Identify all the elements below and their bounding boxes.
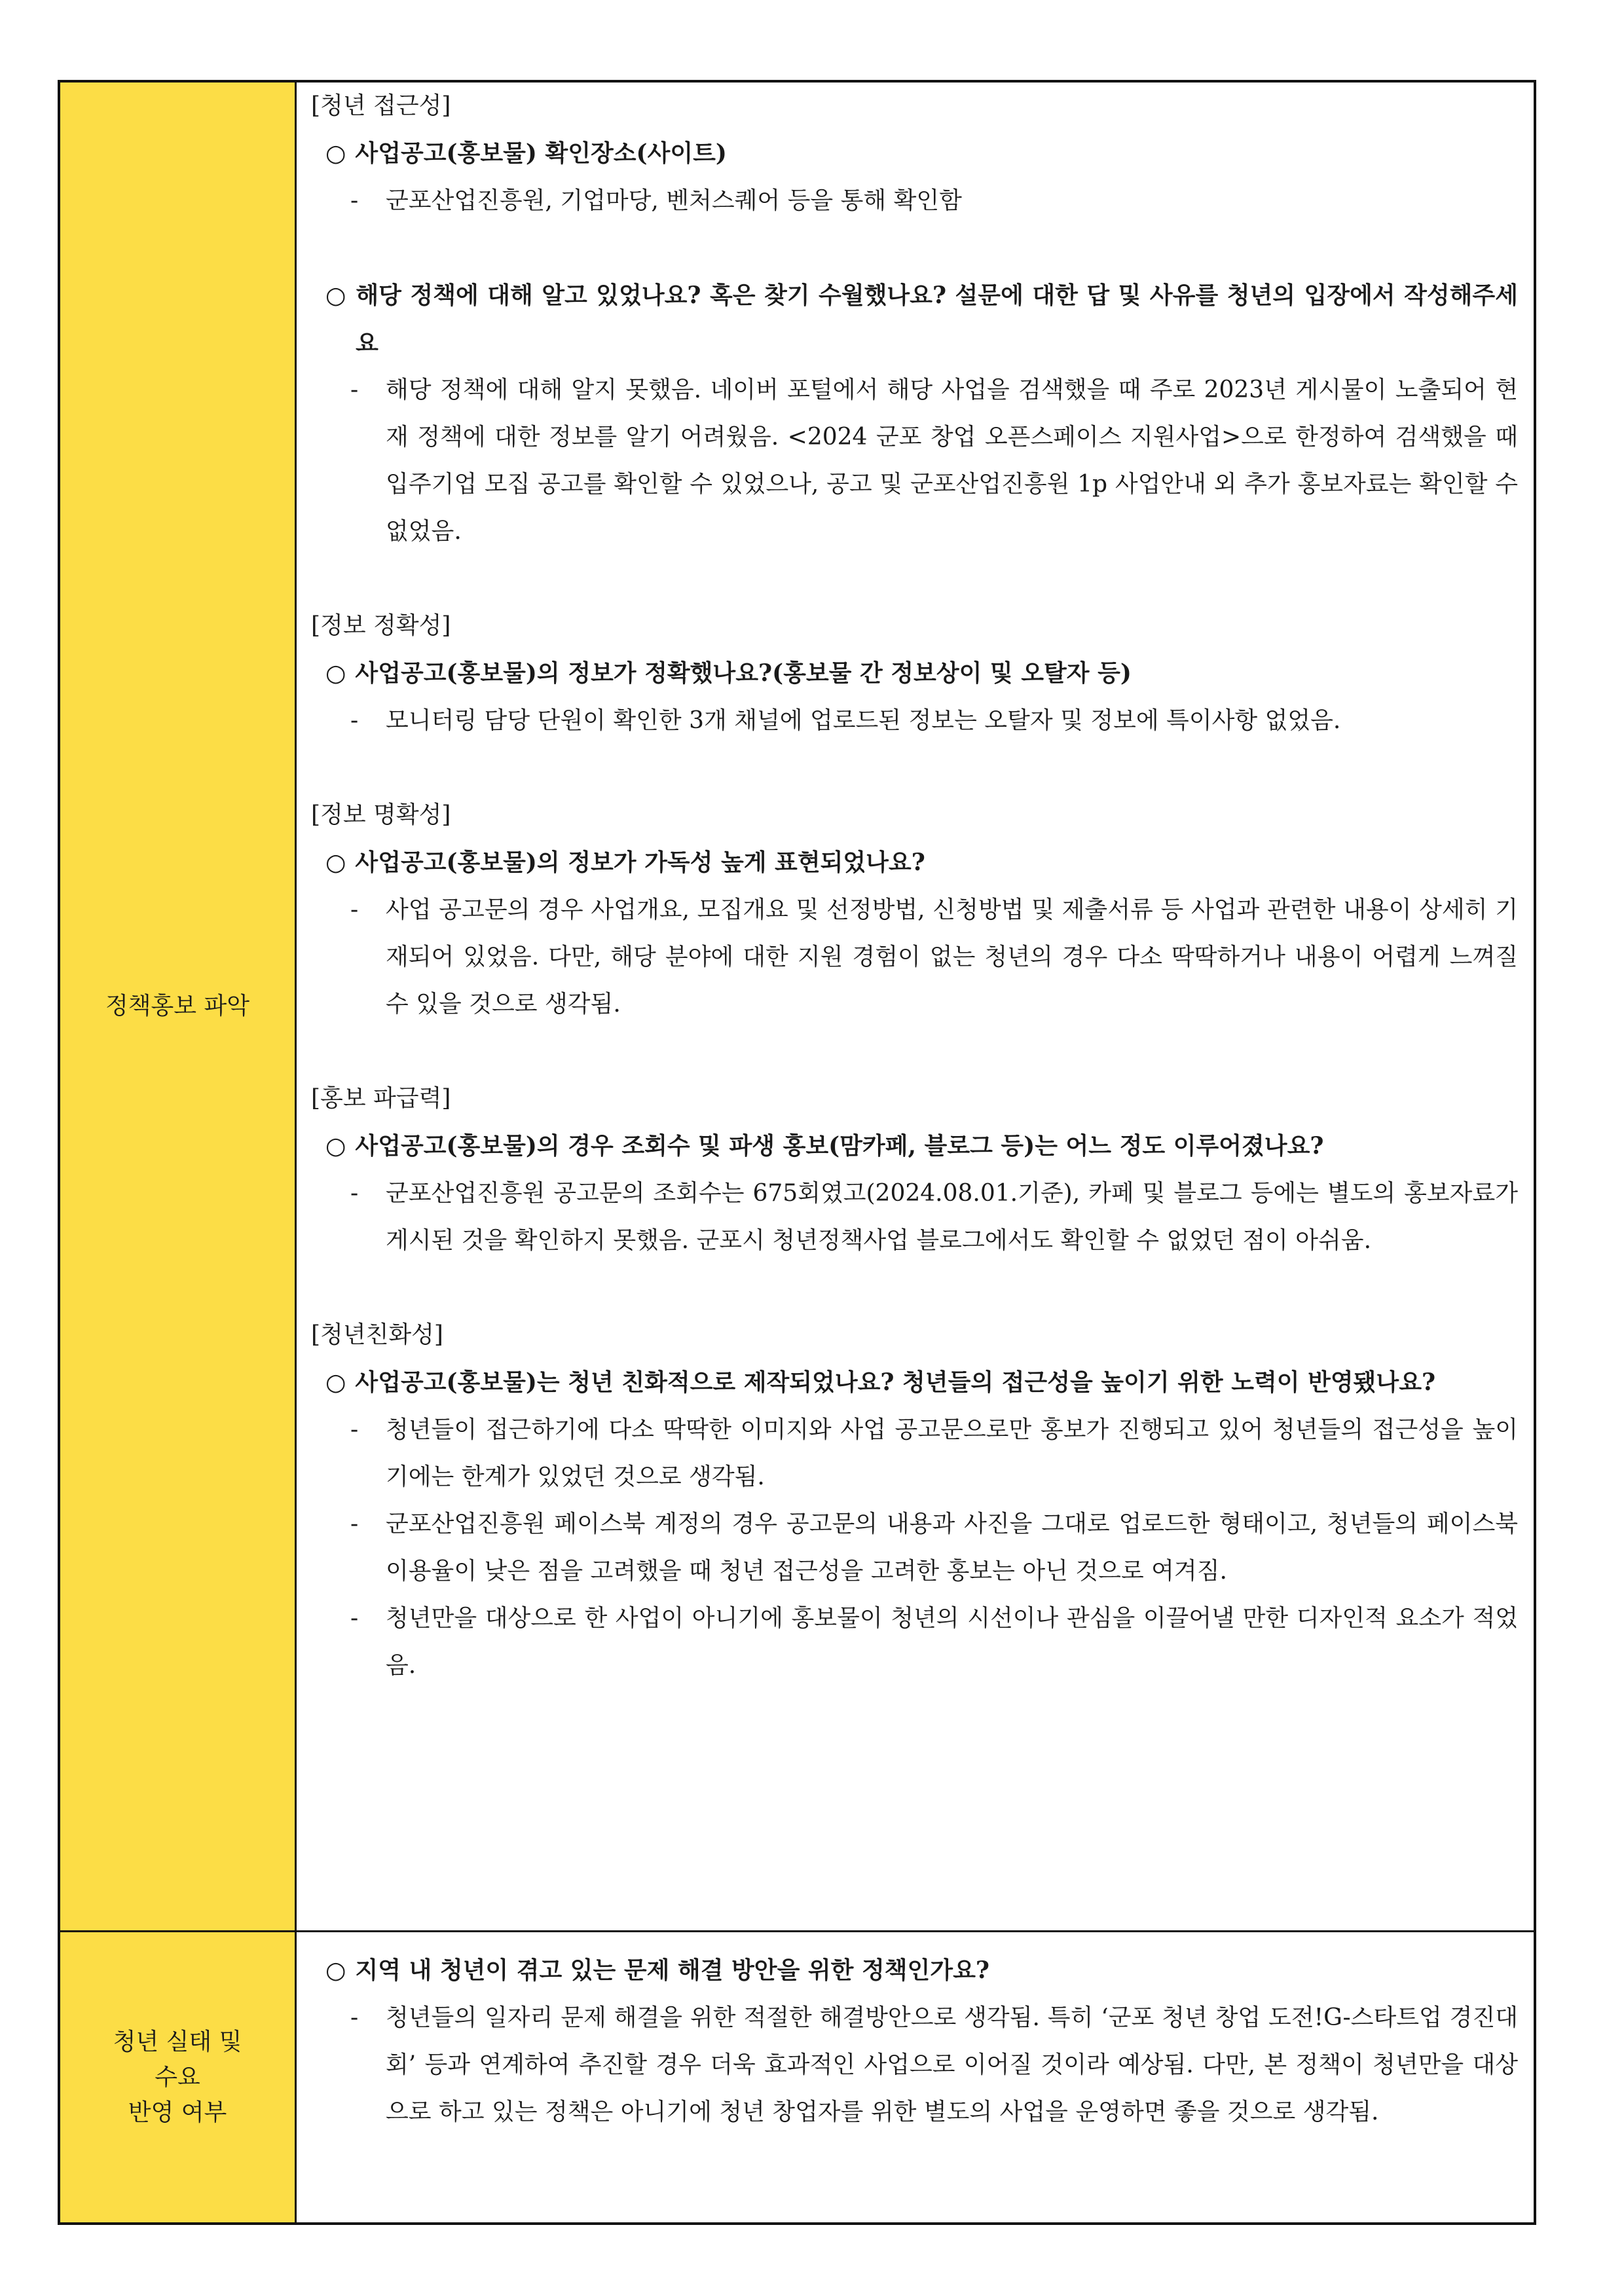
dash-marker: - — [350, 1605, 359, 1632]
row-label-line: 청년 실태 및 — [113, 2028, 242, 2055]
bullet-marker: ○ — [325, 1133, 346, 1160]
dash-marker: - — [350, 376, 359, 403]
question-text: 지역 내 청년이 겪고 있는 문제 해결 방안을 위한 정책인가요? — [355, 1956, 989, 1984]
question-text: 사업공고(홍보물)는 청년 친화적으로 제작되었나요? 청년들의 접근성을 높이기 위한 노력이 반영됐나요? — [355, 1368, 1436, 1396]
answer — [311, 1994, 1518, 2136]
dash-marker: - — [350, 1416, 359, 1443]
bullet-marker: ○ — [325, 660, 346, 687]
answer-text: 군포산업진흥원, 기업마당, 벤처스퀘어 등을 통해 확인함 — [386, 187, 962, 214]
question-text: 사업공고(홍보물)의 경우 조회수 및 파생 홍보(맘카페, 블로그 등)는 어느 정도 이루어졌나요? — [355, 1132, 1324, 1160]
row-label-line: 반영 여부 — [128, 2099, 227, 2126]
answer-text: 청년들이 접근하기에 다소 딱딱한 이미지와 사업 공고문으로만 홍보가 진행되고 있어 청년들의 접근성을 높이기에는 한계가 있었던 것으로 생각됨. — [386, 1416, 1518, 1490]
row-label — [113, 2025, 242, 2131]
section-heading: [정보 정확성] — [311, 612, 451, 639]
question-text: 사업공고(홍보물)의 정보가 정확했나요?(홍보물 간 정보상이 및 오탈자 등) — [355, 659, 1132, 687]
section-heading: [홍보 파급력] — [311, 1085, 451, 1112]
dash-marker: - — [350, 707, 359, 734]
dash-marker: - — [350, 1511, 359, 1537]
answer — [311, 1501, 1518, 1595]
row-label-cell — [60, 1932, 297, 2222]
bullet-marker: ○ — [325, 282, 347, 309]
bullet-marker: ○ — [325, 140, 346, 167]
answer — [311, 697, 1518, 744]
answer-text: 군포산업진흥원 페이스북 계정의 경우 공고문의 내용과 사진을 그대로 업로드한 형태이고, 청년들의 페이스북 이용율이 낮은 점을 고려했을 때 청년 접근성을 고려한 홍보는 아닌 것으로 여겨짐. — [386, 1511, 1518, 1585]
row-label-line: 수요 — [155, 2063, 200, 2091]
table-row — [60, 1932, 1534, 2222]
dash-marker: - — [350, 187, 359, 214]
answer-text: 모니터링 담당 단원이 확인한 3개 채널에 업로드된 정보는 오탈자 및 정보에 특이사항 없었음. — [386, 707, 1341, 734]
answer — [311, 177, 1518, 225]
section-heading: [청년친화성] — [311, 1321, 443, 1348]
section-heading: [청년 접근성] — [311, 92, 451, 119]
question — [311, 1122, 1518, 1170]
answer-text: 군포산업진흥원 공고문의 조회수는 675회였고(2024.08.01.기준), 카페 및 블로그 등에는 별도의 홍보자료가 게시된 것을 확인하지 못했음. 군포시 청년정책사업 블로그에서도 확인할 수 없었던 점이 아쉬움. — [386, 1180, 1518, 1254]
row-content-cell — [297, 1932, 1534, 2222]
row-label: 정책홍보 파악 — [105, 993, 250, 1019]
question — [311, 272, 1518, 367]
row-label-cell — [60, 83, 297, 1930]
answer-text: 사업 공고문의 경우 사업개요, 모집개요 및 선정방법, 신청방법 및 제출서류 등 사업과 관련한 내용이 상세히 기재되어 있었음. 다만, 해당 분야에 대한 지원 경험이 없는 청년의 경우 다소 딱딱하거나 내용이 어렵게 느껴질 수 있을 것으로 생각됨. — [386, 896, 1518, 1018]
answer — [311, 1170, 1518, 1264]
dash-marker: - — [350, 896, 359, 923]
answer — [311, 1406, 1518, 1501]
question — [311, 130, 1518, 177]
table-row — [60, 83, 1534, 1932]
answer — [311, 887, 1518, 1028]
answer — [311, 1595, 1518, 1689]
bullet-marker: ○ — [325, 1957, 346, 1984]
question-text: 사업공고(홍보물) 확인장소(사이트) — [355, 139, 727, 167]
answer-text: 청년만을 대상으로 한 사업이 아니기에 홍보물이 청년의 시선이나 관심을 이끌어낼 만한 디자인적 요소가 적었음. — [386, 1605, 1518, 1679]
answer — [311, 367, 1518, 555]
question-text: 해당 정책에 대해 알고 있었나요? 혹은 찾기 수월했나요? 설문에 대한 답 및 사유를 청년의 입장에서 작성해주세요 — [356, 282, 1518, 357]
question — [311, 1947, 1518, 1994]
answer-text: 청년들의 일자리 문제 해결을 위한 적절한 해결방안으로 생각됨. 특히 ‘군포 청년 창업 도전!G-스타트업 경진대회’ 등과 연계하여 추진할 경우 더욱 효과적인 사업으로 이어질 것이라 예상됨. 다만, 본 정책이 청년만을 대상으로 하고 있는 정책은 아니기에 청년 창업자를 위한 별도의 사업을 운영하면 좋을 것으로 생각됨. — [386, 2004, 1518, 2125]
question-text: 사업공고(홍보물)의 정보가 가독성 높게 표현되었나요? — [355, 849, 925, 876]
row-content-cell — [297, 83, 1534, 1930]
dash-marker: - — [350, 2004, 359, 2031]
answer-text: 해당 정책에 대해 알지 못했음. 네이버 포털에서 해당 사업을 검색했을 때 주로 2023년 게시물이 노출되어 현재 정책에 대한 정보를 알기 어려웠음. <2024 군포 창업 오픈스페이스 지원사업>으로 한정하여 검색했을 때 입주기업 모집 공고를 확인할 수 있었으나, 공고 및 군포산업진흥원 1p 사업안내 외 추가 홍보자료는 확인할 수 없었음. — [386, 376, 1518, 545]
question — [311, 1359, 1518, 1406]
section-heading: [정보 명확성] — [311, 801, 451, 828]
dash-marker: - — [350, 1180, 359, 1207]
bullet-marker: ○ — [325, 849, 346, 876]
question — [311, 650, 1518, 697]
bullet-marker: ○ — [325, 1369, 346, 1396]
evaluation-table — [58, 80, 1536, 2225]
question — [311, 839, 1518, 887]
